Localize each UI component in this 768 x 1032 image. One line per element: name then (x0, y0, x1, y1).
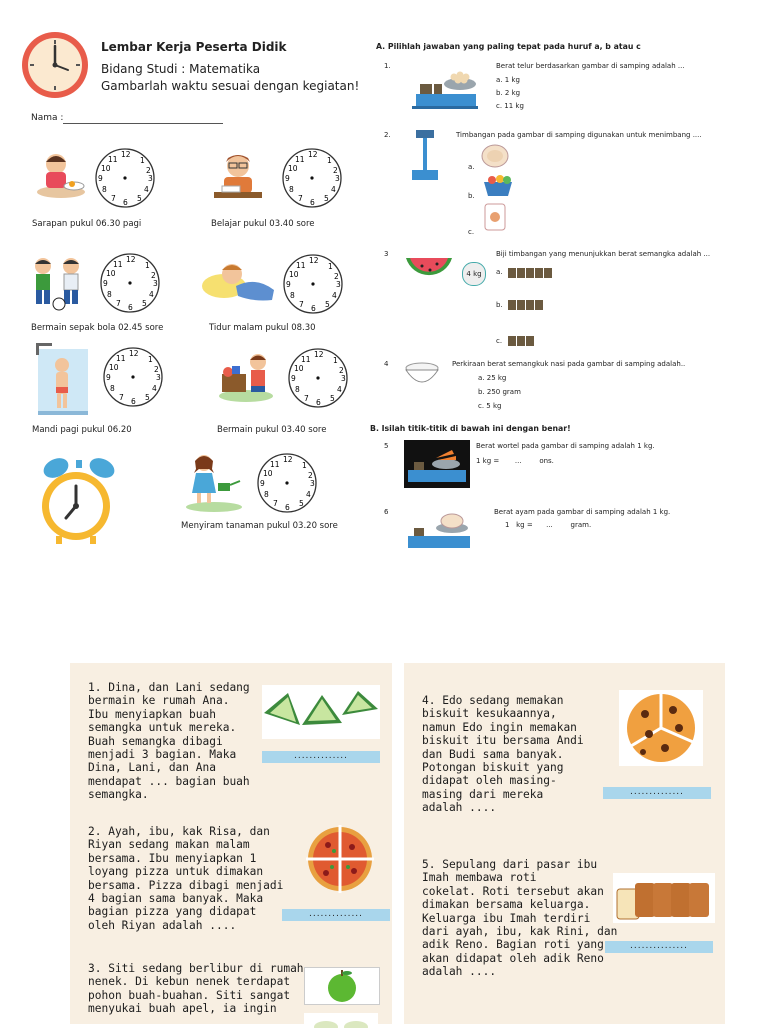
q5-fill[interactable]: 1 kg = ... ons. (476, 457, 554, 465)
answer-blank-1[interactable]: .............. (262, 751, 380, 763)
svg-text:12: 12 (283, 455, 293, 464)
svg-text:10: 10 (289, 270, 299, 279)
svg-text:8: 8 (289, 185, 294, 194)
rice-bowl-icon (403, 360, 441, 390)
svg-text:8: 8 (107, 290, 112, 299)
svg-text:6: 6 (128, 303, 133, 312)
clock-face-5[interactable] (102, 346, 164, 408)
q2-option-a[interactable]: a. (468, 163, 475, 171)
balance-scale-eggs-icon (408, 66, 480, 112)
section-b-heading: B. Isilah titik-titik di bawah ini dengan benar! (370, 424, 571, 433)
apple-image (304, 967, 380, 1005)
arrow-icon (336, 1006, 346, 1012)
q5-text: Berat wortel pada gambar di samping adalah 1 kg. (476, 442, 655, 450)
q1-option-b[interactable]: b. 2 kg (496, 89, 521, 97)
svg-text:6: 6 (131, 397, 136, 406)
svg-text:2: 2 (339, 366, 344, 375)
svg-text:10: 10 (101, 164, 111, 173)
q3-option-b[interactable]: b. (496, 301, 503, 309)
svg-text:8: 8 (102, 185, 107, 194)
svg-text:12: 12 (129, 349, 139, 358)
q1-option-c[interactable]: c. 11 kg (496, 102, 524, 110)
svg-text:7: 7 (111, 194, 116, 203)
svg-text:3: 3 (148, 174, 153, 183)
svg-text:5: 5 (145, 393, 150, 402)
answer-blank-4[interactable]: .............. (603, 787, 711, 799)
svg-text:2: 2 (151, 271, 156, 280)
q1-number: 1. (384, 62, 391, 70)
svg-text:4: 4 (144, 185, 149, 194)
svg-text:2: 2 (333, 166, 338, 175)
svg-text:1: 1 (302, 461, 307, 470)
svg-text:2: 2 (146, 166, 151, 175)
weights-3-icon (508, 331, 536, 341)
svg-text:9: 9 (106, 373, 111, 382)
svg-text:10: 10 (294, 364, 304, 373)
svg-text:7: 7 (304, 394, 309, 403)
watermelon-slices-image (262, 685, 380, 739)
instruction-line: Gambarlah waktu sesuai dengan kegiatan! (101, 79, 360, 93)
sack-icon (483, 202, 507, 232)
clock-face-7[interactable] (256, 452, 318, 514)
caption-5: Mandi pagi pukul 06.20 (32, 425, 132, 435)
svg-text:3: 3 (335, 174, 340, 183)
svg-text:7: 7 (273, 499, 278, 508)
svg-text:1: 1 (145, 261, 150, 270)
caption-4: Tidur malam pukul 08.30 (209, 323, 316, 333)
clock-face-3[interactable] (99, 252, 161, 314)
clock-face-4[interactable] (282, 253, 344, 315)
q3-number: 3 (384, 250, 389, 258)
svg-text:4: 4 (152, 384, 157, 393)
scale-chicken-icon (404, 506, 474, 552)
svg-text:7: 7 (119, 393, 124, 402)
svg-text:9: 9 (291, 374, 296, 383)
clock-face-6[interactable] (287, 347, 349, 409)
svg-text:7: 7 (299, 300, 304, 309)
svg-text:11: 11 (301, 355, 311, 364)
svg-text:6: 6 (316, 398, 321, 407)
chicken-icon (480, 143, 510, 169)
shower-illustration (32, 341, 90, 417)
story-5: 5. Sepulang dari pasar ibu Imah membawa roti cokelat. Roti tersebut akan dimakan bersama keluarga. Keluarga ibu Imah terdiri dari ayah, ibu, kak Rini, dan adik Reno. Bagian roti yang akan didapat oleh adik Reno adalah .... (422, 858, 618, 979)
q3-option-a[interactable]: a. (496, 268, 503, 276)
pizza-image (306, 823, 374, 895)
svg-text:11: 11 (296, 261, 306, 270)
story-4: 4. Edo sedang memakan biskuit kesukaannya, namun Edo ingin memakan biskuit itu bersama Andi dan Budi sama banyak. Potongan biskuit yang didapat oleh masing- masing dari mereka adalah .... (422, 694, 584, 815)
svg-text:6: 6 (123, 198, 128, 207)
watermelon-icon (404, 252, 454, 288)
svg-text:9: 9 (260, 479, 265, 488)
apple-slices-image (304, 1013, 378, 1024)
svg-text:6: 6 (285, 503, 290, 512)
svg-text:9: 9 (285, 174, 290, 183)
svg-text:10: 10 (263, 469, 273, 478)
caption-2: Belajar pukul 03.40 sore (211, 219, 315, 229)
svg-text:1: 1 (148, 355, 153, 364)
svg-text:12: 12 (314, 350, 324, 359)
caption-3: Bermain sepak bola 02.45 sore (31, 323, 164, 333)
alarm-clock-icon (38, 454, 122, 546)
svg-text:9: 9 (98, 174, 103, 183)
clock-face-2[interactable] (281, 147, 343, 209)
svg-text:5: 5 (330, 394, 335, 403)
name-field[interactable] (63, 123, 223, 124)
svg-text:11: 11 (270, 460, 280, 469)
header-clock-icon (20, 28, 90, 100)
svg-text:11: 11 (108, 155, 118, 164)
svg-text:8: 8 (110, 384, 115, 393)
svg-text:8: 8 (290, 291, 295, 300)
svg-text:5: 5 (299, 499, 304, 508)
sleep-illustration (200, 256, 278, 308)
weights-4-icon (508, 295, 546, 305)
cookie-image (619, 690, 703, 766)
bread-image (613, 873, 715, 923)
svg-text:5: 5 (142, 299, 147, 308)
svg-text:1: 1 (140, 156, 145, 165)
q4-number: 4 (384, 360, 389, 368)
svg-text:2: 2 (308, 471, 313, 480)
svg-text:1: 1 (327, 156, 332, 165)
name-label: Nama : (31, 113, 64, 123)
caption-1: Sarapan pukul 06.30 pagi (32, 219, 142, 229)
svg-text:4: 4 (149, 290, 154, 299)
page-title: Lembar Kerja Peserta Didik (101, 40, 287, 54)
platform-scale-icon (410, 128, 440, 184)
svg-text:12: 12 (126, 255, 136, 264)
svg-text:11: 11 (116, 354, 126, 363)
svg-text:3: 3 (341, 374, 346, 383)
svg-text:6: 6 (310, 198, 315, 207)
q6-text: Berat ayam pada gambar di samping adalah 1 kg. (494, 508, 671, 516)
svg-text:10: 10 (106, 269, 116, 278)
q1-text: Berat telur berdasarkan gambar di samping adalah ... (496, 62, 685, 70)
weights-5-icon (508, 263, 554, 273)
svg-text:10: 10 (109, 363, 119, 372)
svg-text:4: 4 (331, 185, 336, 194)
subject-line: Bidang Studi : Matematika (101, 62, 261, 76)
q4-option-c[interactable]: c. 5 kg (478, 402, 502, 410)
svg-text:12: 12 (121, 150, 131, 159)
svg-text:2: 2 (334, 272, 339, 281)
q1-option-a[interactable]: a. 1 kg (496, 76, 520, 84)
svg-text:5: 5 (325, 300, 330, 309)
svg-text:3: 3 (153, 279, 158, 288)
svg-text:3: 3 (336, 280, 341, 289)
football-illustration (27, 254, 89, 312)
q2-option-c[interactable]: c. (468, 228, 475, 236)
svg-text:2: 2 (154, 365, 159, 374)
scale-carrots-icon (404, 440, 470, 488)
basket-icon (480, 172, 516, 198)
q6-fill[interactable]: 1 kg = ... gram. (505, 521, 592, 529)
q2-option-b[interactable]: b. (468, 192, 475, 200)
svg-text:8: 8 (295, 385, 300, 394)
svg-text:3: 3 (310, 479, 315, 488)
play-illustration (218, 346, 274, 404)
svg-text:11: 11 (295, 155, 305, 164)
svg-text:1: 1 (333, 356, 338, 365)
caption-6: Bermain pukul 03.40 sore (217, 425, 327, 435)
story-2: 2. Ayah, ibu, kak Risa, dan Riyan sedang makan malam bersama. Ibu menyiapkan 1 loyang pizza untuk dimakan bersama. Pizza dibagi menjadi 4 bagian sama banyak. Maka bagian pizza yang didapat oleh Riyan adalah .... (88, 825, 284, 932)
story-3: 3. Siti sedang berlibur di rumah nenek. Di kebun nenek terdapat pohon buah-buahan. Siti sangat menyukai buah apel, ia ingin (88, 962, 304, 1016)
svg-text:12: 12 (308, 150, 318, 159)
svg-text:11: 11 (113, 260, 123, 269)
svg-text:3: 3 (156, 373, 161, 382)
q4-text: Perkiraan berat semangkuk nasi pada gambar di samping adalah.. (452, 360, 686, 368)
svg-text:8: 8 (264, 490, 269, 499)
q2-number: 2. (384, 131, 391, 139)
q2-text: Timbangan pada gambar di samping digunakan untuk menimbang .... (456, 131, 702, 139)
breakfast-illustration (34, 148, 88, 202)
svg-text:4: 4 (337, 385, 342, 394)
q4-option-a[interactable]: a. 25 kg (478, 374, 507, 382)
study-illustration (208, 150, 268, 208)
caption-7: Menyiram tanaman pukul 03.20 sore (181, 521, 338, 531)
section-a-heading: A. Pilihlah jawaban yang paling tepat pada huruf a, b atau c (376, 42, 641, 51)
svg-text:7: 7 (116, 299, 121, 308)
svg-text:10: 10 (288, 164, 298, 173)
svg-text:12: 12 (309, 256, 319, 265)
svg-text:5: 5 (324, 194, 329, 203)
svg-text:4: 4 (332, 291, 337, 300)
q5-number: 5 (384, 442, 389, 450)
q3-text: Biji timbangan yang menunjukkan berat semangka adalah ... (496, 250, 711, 258)
watering-illustration (184, 451, 244, 513)
answer-blank-2[interactable]: .............. (282, 909, 390, 921)
story-1: 1. Dina, dan Lani sedang bermain ke rumah Ana. Ibu menyiapkan buah semangka untuk mereka. Buah semangka dibagi menjadi 3 bagian. Maka Dina, Lani, dan Ana mendapat ... bagian buah semangka. (88, 681, 250, 802)
q3-option-c[interactable]: c. (496, 337, 503, 345)
q6-number: 6 (384, 508, 389, 516)
weight-badge: 4 kg (462, 262, 486, 286)
q4-option-b[interactable]: b. 250 gram (478, 388, 521, 396)
svg-text:4: 4 (306, 490, 311, 499)
svg-text:6: 6 (311, 304, 316, 313)
answer-blank-5[interactable]: ............... (605, 941, 713, 953)
svg-text:7: 7 (298, 194, 303, 203)
svg-text:5: 5 (137, 194, 142, 203)
svg-text:1: 1 (328, 262, 333, 271)
clock-face-1[interactable] (94, 147, 156, 209)
svg-text:9: 9 (103, 279, 108, 288)
svg-text:9: 9 (286, 280, 291, 289)
